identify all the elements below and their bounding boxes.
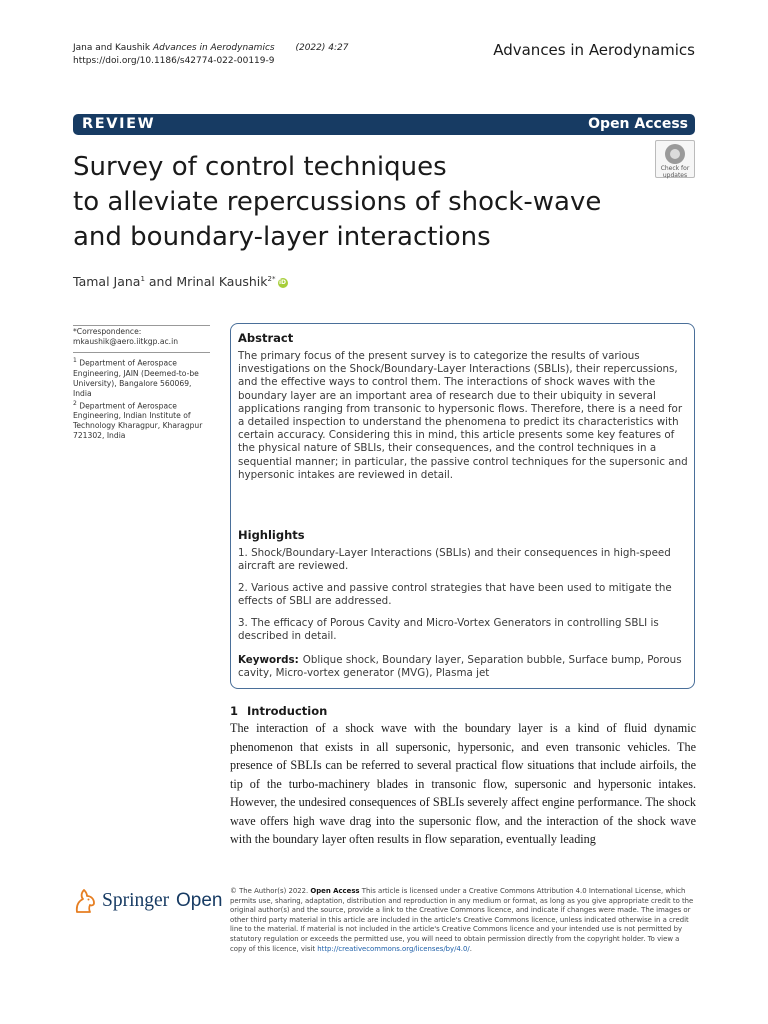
- check-line-1: Check for: [660, 165, 690, 172]
- publisher-name: Springer: [102, 890, 170, 911]
- header-journal: Advances in Aerodynamics: [153, 43, 275, 53]
- keywords-text: Oblique shock, Boundary layer, Separation bubble, Surface bump, Porous cavity, Micro-vortex generator (MVG), Plasma jet: [238, 654, 682, 680]
- orcid-icon[interactable]: iD: [278, 278, 287, 286]
- header-authors: Jana and Kaushik: [73, 43, 151, 53]
- title-line: and boundary-layer interactions: [73, 222, 491, 252]
- check-for-updates-text: [656, 165, 694, 179]
- affiliation-1: [73, 356, 210, 399]
- author-2-affil: 2*: [267, 274, 276, 283]
- doi-link[interactable]: https://doi.org/10.1186/s42774-022-00119-9: [73, 56, 275, 66]
- author-2[interactable]: Mrinal Kaushik: [176, 274, 268, 289]
- author-separator: and: [144, 274, 177, 289]
- author-1[interactable]: Tamal Jana: [73, 274, 141, 289]
- affiliation-2: [73, 399, 210, 442]
- check-for-updates-icon: [665, 144, 685, 164]
- highlight-item: 2. Various active and passive control strategies that have been used to mitigate the effects of SBLI are addressed.: [238, 582, 672, 608]
- abstract-heading: Abstract: [238, 331, 294, 345]
- correspondence-label: *Correspondence:: [73, 327, 142, 336]
- article-title: [73, 150, 643, 255]
- highlight-item: 1. Shock/Boundary-Layer Interactions (SBLIs) and their consequences in high-speed aircraft are reviewed.: [238, 547, 671, 573]
- author-1-affil: 1: [140, 274, 145, 283]
- author-list: [73, 274, 288, 289]
- keywords: [238, 654, 690, 680]
- check-for-updates-badge[interactable]: [655, 140, 695, 178]
- citation-line: [73, 42, 348, 55]
- journal-name: Advances in Aerodynamics: [493, 41, 695, 59]
- header-volume: (2022) 4:27: [295, 43, 349, 53]
- affiliation-2-number: 2: [73, 399, 77, 407]
- check-line-2: updates: [662, 172, 688, 179]
- highlight-item: 3. The efficacy of Porous Cavity and Micro-Vortex Generators in controlling SBLI is described in detail.: [238, 617, 659, 643]
- highlights-heading: Highlights: [238, 528, 305, 542]
- springer-horse-icon: [73, 888, 97, 914]
- section-title: Introduction: [247, 704, 328, 718]
- open-access-label: Open Access: [588, 116, 688, 132]
- running-header: [73, 42, 348, 68]
- introduction-text: The interaction of a shock wave with the boundary layer is a kind of fluid dynamic phenomenon that exists in all supersonic, hypersonic, and even transonic vehicles. The presence of SBLIs can be referred to several practical flow situations that include airfoils, the tip of the turbo-machinery blades in transonic flow, supersonic and hypersonic intakes. However, the undesired consequences of SBLIs severely affect engine performance. The shock wave offers high wave drag into the supersonic flow, and the interaction of the shock wave with the boundary layer often results in flow separation, eventually leading: [230, 721, 696, 846]
- title-line: to alleviate repercussions of shock-wave: [73, 187, 602, 217]
- license-text: [230, 887, 696, 954]
- affiliation-2-text: Department of Aerospace Engineering, Indian Institute of Technology Kharagpur, Kharagpur 721302, India: [73, 401, 203, 441]
- divider: [73, 325, 210, 326]
- publisher-suffix: Open: [176, 890, 223, 911]
- article-type-label: REVIEW: [82, 116, 156, 132]
- keywords-label: Keywords:: [238, 654, 299, 666]
- license-open-access: Open Access: [310, 887, 360, 895]
- article-type-banner: [73, 114, 695, 135]
- section-heading: [230, 704, 327, 718]
- correspondence: [73, 327, 210, 347]
- correspondence-email[interactable]: mkaushik@aero.iitkgp.ac.in: [73, 337, 179, 346]
- license-body: This article is licensed under a Creative Commons Attribution 4.0 International License, which permits use, sharing, adaptation, distribution and reproduction in any medium or format, as long as you give appropriate credit to the original author(s) and the source, provide a link to the Creative Commons licence, and indicate if changes were made. The images or other third party material in this article are included in the article's Creative Commons licence, unless indicated otherwise in a credit line to the material. If material is not included in the article's Creative Commons licence and your intended use is not permitted by statutory regulation or exceeds the permitted use, you will need to obtain permission directly from the copyright holder. To view a copy of this licence, visit: [230, 887, 694, 953]
- license-end: .: [469, 944, 472, 953]
- divider: [73, 352, 210, 353]
- affiliation-1-number: 1: [73, 357, 77, 364]
- license-link[interactable]: http://creativecommons.org/licenses/by/4.0/: [317, 944, 470, 953]
- affiliation-1-text: Department of Aerospace Engineering, JAIN (Deemed-to-be University), Bangalore 560069, India: [73, 358, 199, 398]
- section-number: 1: [230, 704, 239, 718]
- abstract-text: The primary focus of the present survey is to categorize the results of various investigations on the Shock/Boundary-Layer Interactions (SBLIs), their repercussions, and the effective ways to control them. The interactions of shock waves with the boundary layer are an important area of research due to their ubiquity in several applications ranging from transonic to hypersonic flows. Therefore, there is a need for a detailed inspection to understand the phenomena to predict its characteristics with certain accuracy. Considering this in mind, this article presents some key features of the physical nature of SBLIs, their consequences, and the control techniques in a sequential manner; in particular, the passive control techniques for the supersonic and hypersonic intakes are reviewed in detail.: [238, 350, 688, 481]
- title-line: Survey of control techniques: [73, 152, 447, 182]
- copyright: © The Author(s) 2022.: [230, 887, 309, 895]
- affiliations: [73, 356, 210, 441]
